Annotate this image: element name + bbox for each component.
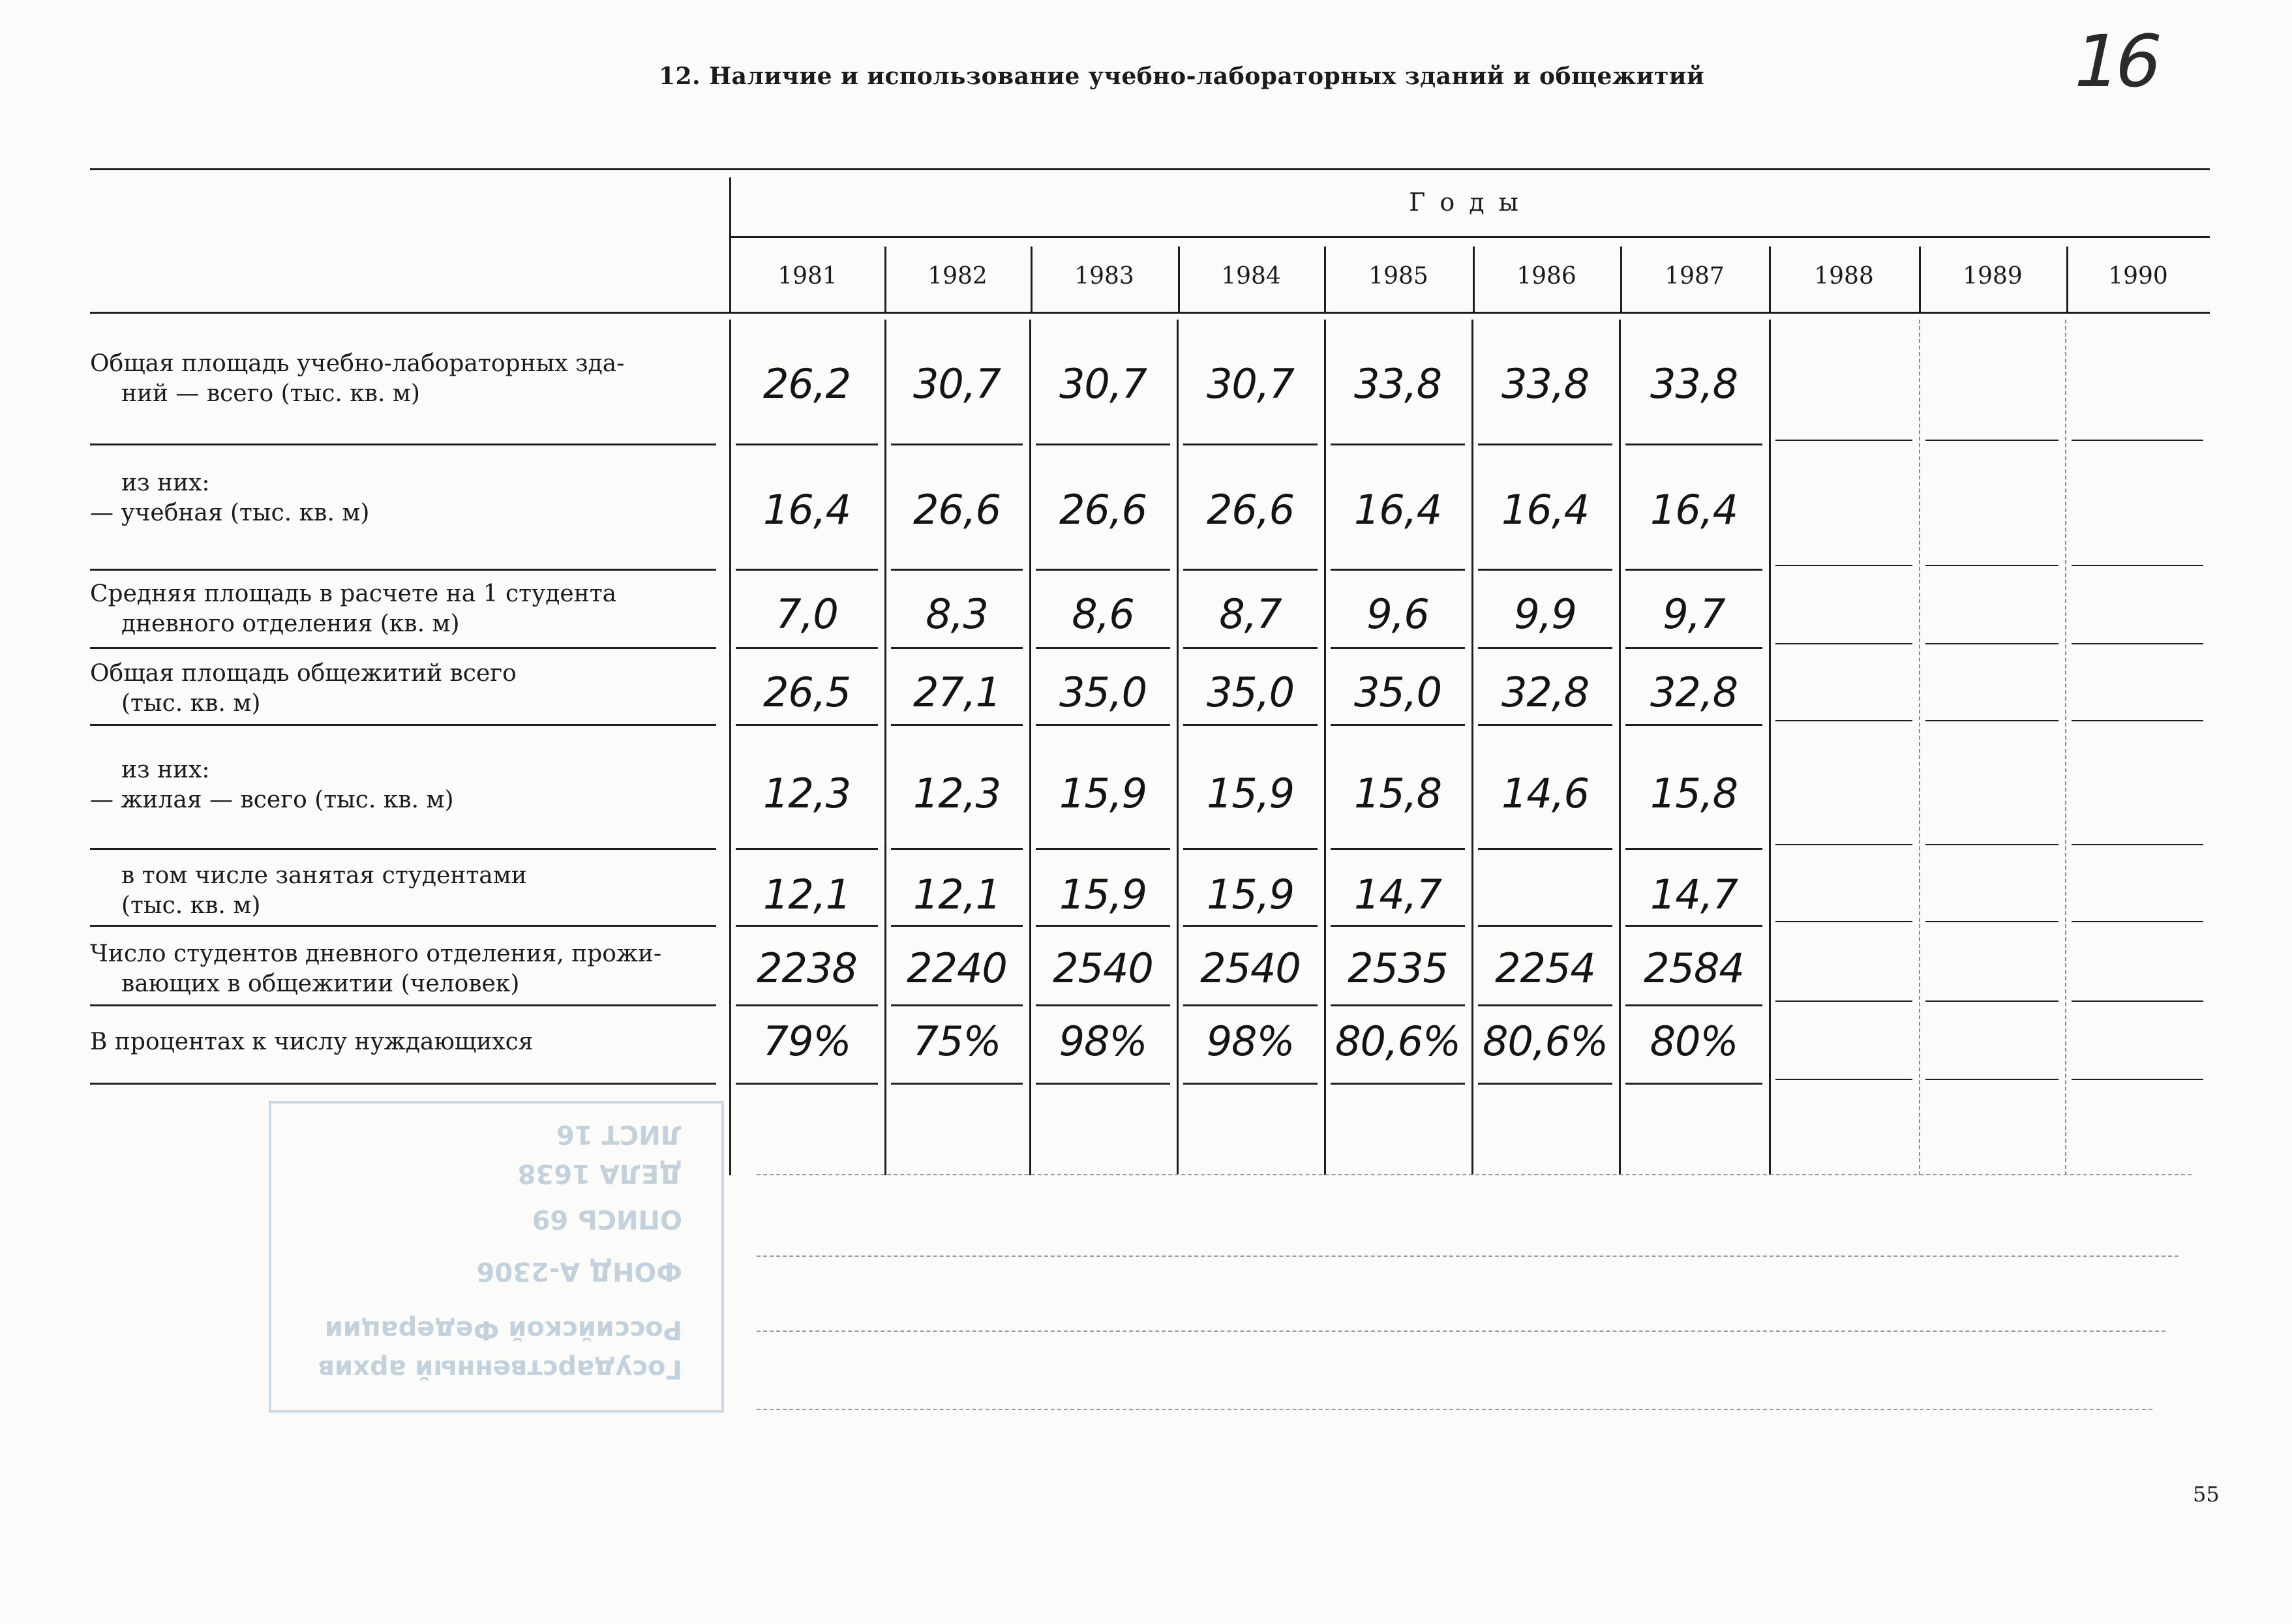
table-cell-value: 12,1 <box>912 871 1001 918</box>
row-rule-cell <box>736 569 878 571</box>
stamp-line: ДЕЛА 1638 <box>517 1158 682 1188</box>
table-cell-value: 33,8 <box>1501 360 1590 408</box>
row-rule-cell <box>1183 848 1318 850</box>
row-rule-cell <box>736 848 878 850</box>
row-rule-cell <box>1183 1004 1318 1006</box>
row-rule-cell <box>1775 921 1912 922</box>
row-rule-cell <box>1331 569 1465 571</box>
row-rule-cell <box>2072 440 2203 441</box>
row-label <box>90 939 661 999</box>
header-bottom-rule <box>90 312 2210 314</box>
row-rule-cell <box>1775 440 1912 441</box>
table-cell-value: 26,5 <box>762 669 851 716</box>
row-rule-label <box>90 724 716 726</box>
row-rule-cell <box>1478 1004 1612 1006</box>
table-cell-value: 15,9 <box>1206 770 1295 817</box>
table-cell-value: 30,7 <box>1206 360 1295 408</box>
row-rule-cell <box>1925 720 2058 721</box>
row-rule-cell <box>2072 1000 2203 1002</box>
years-header-rule <box>731 236 2210 238</box>
body-column-rule <box>729 320 731 1175</box>
row-label-line: В процентах к числу нуждающихся <box>90 1029 534 1055</box>
header-column-rule <box>1620 247 1622 312</box>
table-cell-value: 15,9 <box>1059 871 1147 918</box>
row-rule-cell <box>736 724 878 726</box>
row-rule-cell <box>1036 1004 1170 1006</box>
row-rule-cell <box>736 925 878 927</box>
row-label-line: Общая площадь общежитий всего <box>90 660 517 687</box>
row-rule-cell <box>1478 925 1612 927</box>
row-rule-cell <box>1775 1079 1912 1080</box>
row-rule-cell <box>1925 1079 2058 1080</box>
table-cell-value: 30,7 <box>912 360 1001 408</box>
row-rule-cell <box>2072 643 2203 644</box>
row-rule-cell <box>1775 1000 1912 1002</box>
row-rule-cell <box>736 444 878 445</box>
row-label-line: — учебная (тыс. кв. м) <box>90 500 370 526</box>
table-cell-value: 80% <box>1650 1017 1738 1065</box>
row-rule-cell <box>1036 444 1170 445</box>
table-cell-value: 12,1 <box>762 871 851 918</box>
row-rule-cell <box>736 1083 878 1085</box>
row-rule-cell <box>2072 844 2203 845</box>
row-label-line: из них: <box>121 757 210 783</box>
row-rule-cell <box>1036 724 1170 726</box>
faint-rule <box>757 1256 2179 1257</box>
table-cell-value: 14,7 <box>1353 871 1442 918</box>
table-cell-value: 9,7 <box>1663 590 1725 638</box>
row-label-line: Средняя площадь в расчете на 1 студента <box>90 580 617 607</box>
table-cell-value: 12,3 <box>762 770 851 817</box>
row-rule-cell <box>1925 844 2058 845</box>
year-header-1984: 1984 <box>1221 263 1281 290</box>
table-cell-value: 2584 <box>1644 944 1744 992</box>
row-rule-label <box>90 647 716 649</box>
stamp-line: Государственный архив <box>318 1354 682 1384</box>
row-rule-cell <box>1625 569 1762 571</box>
table-cell-value: 32,8 <box>1501 669 1590 716</box>
year-header-1986: 1986 <box>1516 263 1576 290</box>
year-header-1990: 1990 <box>2108 263 2168 290</box>
row-label <box>90 349 624 409</box>
year-header-1989: 1989 <box>1963 263 2023 290</box>
table-cell-value: 2540 <box>1200 944 1301 992</box>
table-cell-value: 27,1 <box>912 669 1001 716</box>
table-cell-value: 15,9 <box>1059 770 1147 817</box>
row-rule-cell <box>1625 647 1762 649</box>
row-rule-cell <box>1036 647 1170 649</box>
table-cell-value: 30,7 <box>1059 360 1147 408</box>
table-cell-value: 33,8 <box>1650 360 1738 408</box>
table-cell-value: 16,4 <box>1501 486 1590 534</box>
row-label-line: — жилая — всего (тыс. кв. м) <box>90 787 454 813</box>
row-rule-cell <box>1925 440 2058 441</box>
row-rule-cell <box>1775 844 1912 845</box>
table-cell-value: 16,4 <box>1650 486 1738 534</box>
table-cell-value: 98% <box>1059 1017 1147 1065</box>
page-number: 55 <box>2193 1482 2220 1507</box>
table-cell-value: 75% <box>912 1017 1001 1065</box>
table-cell-value: 2240 <box>907 944 1007 992</box>
row-rule-cell <box>1183 647 1318 649</box>
table-cell-value: 9,6 <box>1366 590 1429 638</box>
table-cell-value: 32,8 <box>1650 669 1738 716</box>
header-column-rule <box>1769 247 1771 312</box>
row-rule-cell <box>1478 848 1612 850</box>
row-rule-cell <box>2072 565 2203 566</box>
stamp-line: ФОНД А-2306 <box>476 1256 682 1286</box>
row-rule-cell <box>1183 1083 1318 1085</box>
table-cell-value: 26,6 <box>912 486 1001 534</box>
table-cell-value: 33,8 <box>1353 360 1442 408</box>
table-cell-value: 80,6% <box>1335 1017 1460 1065</box>
body-column-rule <box>1769 320 1771 1175</box>
table-cell-value: 26,6 <box>1206 486 1295 534</box>
year-header-1985: 1985 <box>1368 263 1428 290</box>
archive-sheet-mark: 16 <box>2065 20 2167 103</box>
year-header-1988: 1988 <box>1814 263 1874 290</box>
stamp-line: Российской Федерации <box>324 1315 682 1345</box>
table-cell-value: 14,7 <box>1650 871 1738 918</box>
row-rule-label <box>90 1083 716 1085</box>
row-rule-cell <box>1036 569 1170 571</box>
row-rule-cell <box>2072 921 2203 922</box>
row-rule-cell <box>891 925 1023 927</box>
row-label-line: (тыс. кв. м) <box>121 690 261 717</box>
row-rule-cell <box>891 647 1023 649</box>
row-rule-cell <box>1925 565 2058 566</box>
table-cell-value: 35,0 <box>1353 669 1442 716</box>
row-rule-label <box>90 444 716 445</box>
row-label <box>90 755 454 815</box>
row-rule-cell <box>1478 444 1612 445</box>
row-label-line: вающих в общежитии (человек) <box>121 970 520 997</box>
row-rule-label <box>90 925 716 927</box>
body-column-rule <box>2065 320 2068 1175</box>
row-rule-cell <box>2072 720 2203 721</box>
row-rule-cell <box>1331 925 1465 927</box>
row-rule-cell <box>1331 724 1465 726</box>
table-cell-value: 14,6 <box>1501 770 1590 817</box>
row-rule-cell <box>1183 925 1318 927</box>
row-rule-cell <box>1183 569 1318 571</box>
table-cell-value: 26,6 <box>1059 486 1147 534</box>
table-cell-value: 15,8 <box>1650 770 1738 817</box>
table-top-rule <box>90 168 2210 170</box>
row-rule-cell <box>891 1083 1023 1085</box>
table-cell-value: 16,4 <box>1353 486 1442 534</box>
table-cell-value: 35,0 <box>1059 669 1147 716</box>
row-rule-cell <box>1183 724 1318 726</box>
table-cell-value: 7,0 <box>776 590 838 638</box>
table-cell-value: 2540 <box>1053 944 1153 992</box>
table-cell-value: 2535 <box>1348 944 1448 992</box>
row-rule-cell <box>1036 1083 1170 1085</box>
faint-rule <box>757 1331 2165 1332</box>
row-label <box>90 861 527 921</box>
table-cell-value: 15,9 <box>1206 871 1295 918</box>
table-cell-value: 79% <box>762 1017 851 1065</box>
row-rule-cell <box>1331 1004 1465 1006</box>
stamp-line: ОПИСЬ 69 <box>532 1204 682 1234</box>
year-header-1982: 1982 <box>927 263 988 290</box>
body-column-rule <box>1919 320 1922 1175</box>
row-rule-label <box>90 1004 716 1006</box>
year-header-1983: 1983 <box>1074 263 1134 290</box>
row-rule-cell <box>891 444 1023 445</box>
row-rule-cell <box>1775 720 1912 721</box>
row-label <box>90 1027 533 1057</box>
table-cell-value: 35,0 <box>1206 669 1295 716</box>
row-rule-cell <box>1478 647 1612 649</box>
row-rule-cell <box>1478 1083 1612 1085</box>
row-rule-cell <box>1925 1000 2058 1002</box>
row-rule-cell <box>1625 925 1762 927</box>
row-rule-cell <box>1478 724 1612 726</box>
row-rule-cell <box>1625 848 1762 850</box>
archive-stamp <box>269 1101 724 1413</box>
row-label-line: Общая площадь учебно-лабораторных зда- <box>90 350 625 377</box>
table-cell-value: 8,6 <box>1072 590 1134 638</box>
table-cell-value: 8,3 <box>926 590 988 638</box>
row-label-line: (тыс. кв. м) <box>121 892 261 919</box>
row-rule-cell <box>891 848 1023 850</box>
table-cell-value: 15,8 <box>1353 770 1442 817</box>
row-label <box>90 468 369 528</box>
years-header: Годы <box>1409 188 1533 217</box>
faint-rule <box>757 1409 2152 1410</box>
row-rule-cell <box>1183 444 1318 445</box>
table-cell-value: 98% <box>1206 1017 1295 1065</box>
table-cell-value: 9,9 <box>1514 590 1576 638</box>
row-rule-cell <box>2072 1079 2203 1080</box>
row-rule-label <box>90 848 716 850</box>
table-cell-value: 8,7 <box>1219 590 1282 638</box>
row-label-line: дневного отделения (кв. м) <box>121 610 460 637</box>
row-label-line: из них: <box>121 470 210 496</box>
table-cell-value: 12,3 <box>912 770 1001 817</box>
row-rule-cell <box>1478 569 1612 571</box>
row-rule-cell <box>736 647 878 649</box>
row-rule-cell <box>1036 925 1170 927</box>
row-rule-cell <box>1331 848 1465 850</box>
table-cell-value: 2238 <box>757 944 857 992</box>
row-label <box>90 579 616 639</box>
row-rule-cell <box>1625 1083 1762 1085</box>
row-rule-cell <box>891 724 1023 726</box>
row-rule-cell <box>1331 647 1465 649</box>
row-rule-cell <box>1625 724 1762 726</box>
row-rule-cell <box>1331 444 1465 445</box>
row-rule-cell <box>1331 1083 1465 1085</box>
row-rule-cell <box>891 1004 1023 1006</box>
page-title: 12. Наличие и использование учебно-лабораторных зданий и общежитий <box>659 63 1705 90</box>
row-rule-cell <box>1925 643 2058 644</box>
row-rule-cell <box>1625 1004 1762 1006</box>
row-rule-cell <box>1625 444 1762 445</box>
row-rule-cell <box>1775 643 1912 644</box>
row-rule-cell <box>1036 848 1170 850</box>
row-label-line: Число студентов дневного отделения, прожи- <box>90 940 662 967</box>
row-rule-cell <box>1925 921 2058 922</box>
row-rule-cell <box>891 569 1023 571</box>
row-label-line: ний — всего (тыс. кв. м) <box>121 380 420 407</box>
row-rule-cell <box>1775 565 1912 566</box>
year-header-1981: 1981 <box>777 263 837 290</box>
body-column-rule <box>1619 320 1621 1175</box>
table-cell-value: 16,4 <box>762 486 851 534</box>
row-rule-label <box>90 569 716 571</box>
header-column-rule <box>1324 247 1326 312</box>
row-rule-cell <box>736 1004 878 1006</box>
stamp-line: ЛИСТ 16 <box>556 1119 682 1149</box>
table-cell-value: 26,2 <box>762 360 851 408</box>
table-cell-value: 80,6% <box>1483 1017 1608 1065</box>
row-label-line: в том числе занятая студентами <box>121 862 527 889</box>
row-label <box>90 659 517 719</box>
faint-rule <box>757 1174 2192 1175</box>
year-header-1987: 1987 <box>1665 263 1725 290</box>
table-cell-value: 2254 <box>1495 944 1595 992</box>
